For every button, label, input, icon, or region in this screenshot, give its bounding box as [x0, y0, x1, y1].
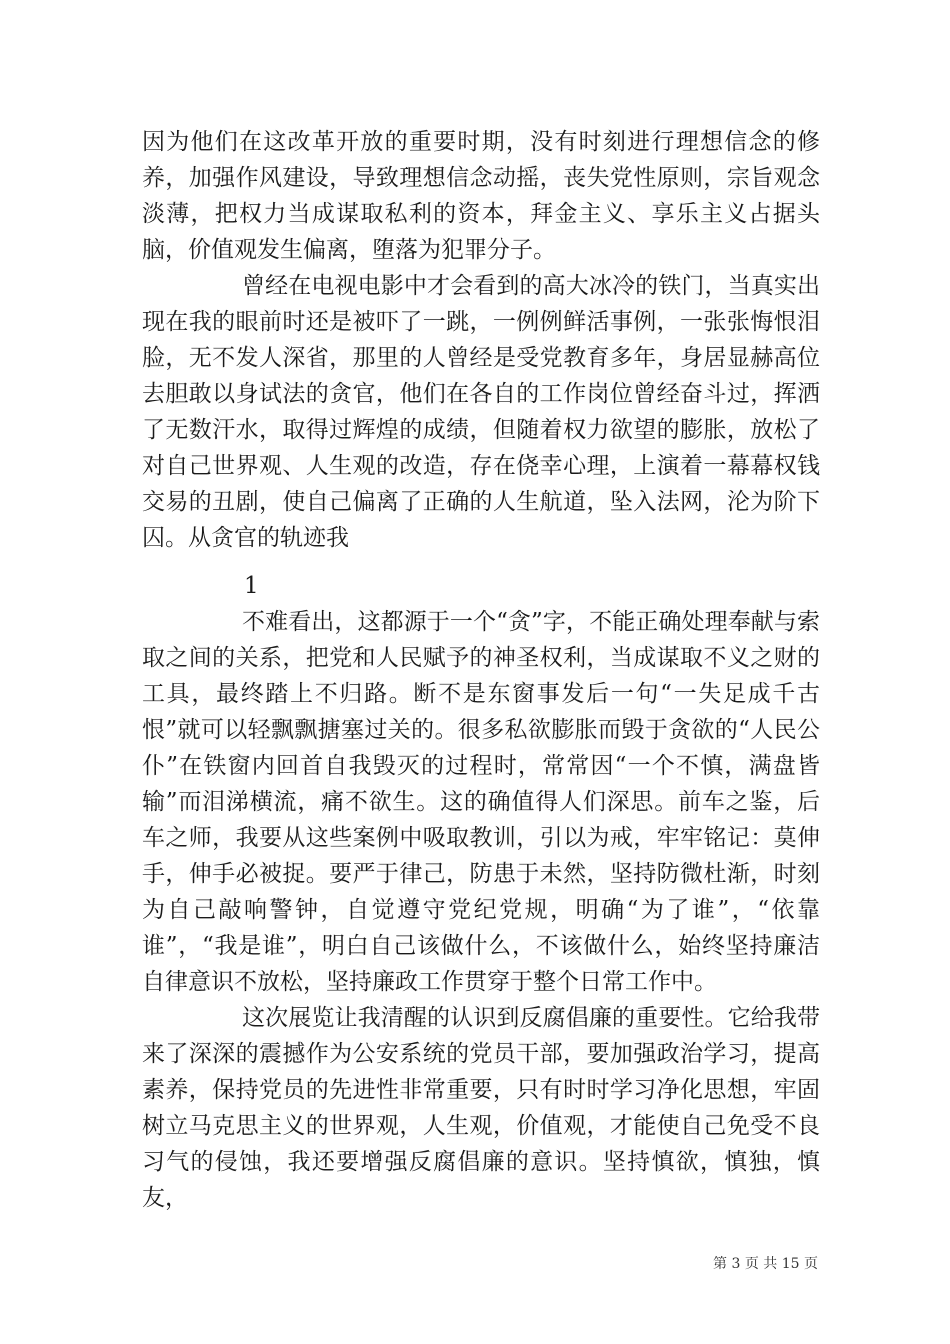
paragraph-1: 因为他们在这改革开放的重要时期，没有时刻进行理想信念的修养，加强作风建设，导致理想信念动摇，丧失党性原则，宗旨观念淡薄，把权力当成谋取私利的资本，拜金主义、享乐主义占据头脑，价值观发生偏离，堕落为犯罪分子。: [142, 129, 820, 263]
paragraph-4: 这次展览让我清醒的认识到反腐倡廉的重要性。它给我带来了深深的震撼作为公安系统的党员干部，要加强政治学习，提高素养，保持党员的先进性非常重要，只有时时学习净化思想，牢固树立马克思主义的世界观，人生观，价值观，才能使自己免受不良习气的侵蚀，我还要增强反腐倡廉的意识。坚持慎欲，慎独，慎友，: [142, 1005, 820, 1211]
page-footer: 第 3 页 共 15 页: [713, 1256, 818, 1272]
paragraph-3: 不难看出，这都源于一个“贪”字，不能正确处理奉献与索取之间的关系，把党和人民赋予的神圣权利，当成谋取不义之财的工具，最终踏上不归路。断不是东窗事发后一句“一失足成千古恨”就可以轻飘飘搪塞过关的。很多私欲膨胀而毁于贪欲的“人民公仆”在铁窗内回首自我毁灭的过程时，常常因“一个不慎，满盘皆输”而泪涕横流，痛不欲生。这的确值得人们深思。前车之鉴，后车之师，我要从这些案例中吸取教训，引以为戒，牢牢铭记：莫伸手，伸手必被捉。要严于律己，防患于未然，坚持防微杜渐，时刻为自己敲响警钟，自觉遵守党纪党规，明确“为了谁”，“依靠谁”，“我是谁”，明白自己该做什么，不该做什么，始终坚持廉洁自律意识不放松，坚持廉政工作贯穿于整个日常工作中。: [142, 609, 820, 995]
inline-page-number: 1: [244, 573, 259, 599]
text-block-upper: [142, 124, 820, 556]
text-block-lower: [142, 604, 820, 1216]
paragraph-2: 曾经在电视电影中才会看到的高大冰冷的铁门，当真实出现在我的眼前时还是被吓了一跳，一例例鲜活事例，一张张悔恨泪脸，无不发人深省，那里的人曾经是受党教育多年，身居显赫高位去胆敢以身试法的贪官，他们在各自的工作岗位曾经奋斗过，挥洒了无数汗水，取得过辉煌的成绩，但随着权力欲望的膨胀，放松了对自己世界观、人生观的改造，存在侥幸心理，上演着一幕幕权钱交易的丑剧，使自己偏离了正确的人生航道，坠入法网，沦为阶下囚。从贪官的轨迹我: [142, 273, 820, 551]
